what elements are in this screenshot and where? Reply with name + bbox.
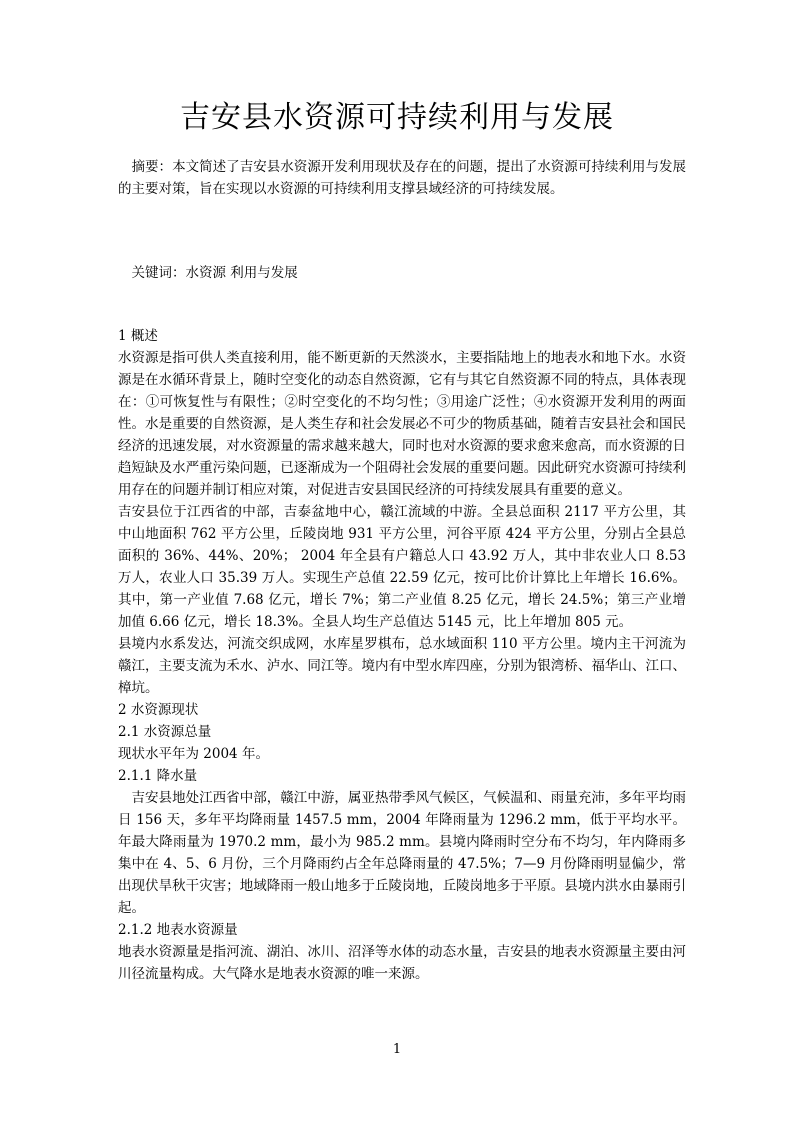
section-2-1-1-heading: 2.1.1 降水量 <box>118 768 198 784</box>
keywords-text: 关键词：水资源 利用与发展 <box>131 265 298 281</box>
section-2-1-1-paragraph: 吉安县地处江西省中部，赣江中游，属亚热带季风气候区，气候温和、雨量充沛，多年平均雨日 156 天，多年平均降雨量 1457.5 mm，2004 年降雨量为 1296.2 mm，低于平均水平。年最大降雨量为 1970.2 mm，最小为 985.2 mm。县境内降雨时空分布不均匀，年内降雨多集中在 4、5、6 月份，三个月降雨约占全年总降雨量的 47.5%；7—9 月份降雨明显偏少，常出现伏旱秋干灾害；地域降雨一般山地多于丘陵岗地，丘陵岗地多于平原。县境内洪水由暴雨引起。 <box>118 790 686 916</box>
section-1-heading: 1 概述 <box>118 328 158 344</box>
section-2-1-2-paragraph: 地表水资源量是指河流、湖泊、冰川、沼泽等水体的动态水量，吉安县的地表水资源量主要由河川径流量构成。大气降水是地表水资源的唯一来源。 <box>118 944 686 982</box>
section-1-paragraph-1: 水资源是指可供人类直接利用，能不断更新的天然淡水，主要指陆地上的地表水和地下水。水资源是在水循环背景上，随时空变化的动态自然资源，它有与其它自然资源不同的特点，具体表现在：①可恢复性与有限性；②时空变化的不均匀性；③用途广泛性；④水资源开发利用的两面性。水是重要的自然资源，是人类生存和社会发展必不可少的物质基础，随着吉安县社会和国民经济的迅速发展，对水资源量的需求越来越大，同时也对水资源的要求愈来愈高，而水资源的日趋短缺及水严重污染问题，已逐渐成为一个阻碍社会发展的重要问题。因此研究水资源可持续利用存在的问题并制订相应对策，对促进吉安县国民经济的可持续发展具有重要的意义。 <box>118 350 686 498</box>
section-2-1-heading: 2.1 水资源总量 <box>118 724 212 740</box>
body-text <box>118 325 686 985</box>
section-1-paragraph-3: 县境内水系发达，河流交织成网，水库星罗棋布，总水域面积 110 平方公里。境内主干河流为赣江，主要支流为禾水、泸水、同江等。境内有中型水库四座，分别为银湾桥、福华山、江口、樟坑。 <box>118 636 686 696</box>
section-2-1-paragraph: 现状水平年为 2004 年。 <box>118 746 269 762</box>
section-2-1-2-heading: 2.1.2 地表水资源量 <box>118 922 238 938</box>
section-2-heading: 2 水资源现状 <box>118 702 199 718</box>
abstract-text: 摘要：本文简述了吉安县水资源开发利用现状及存在的问题，提出了水资源可持续利用与发展的主要对策，旨在实现以水资源的可持续利用支撑县域经济的可持续发展。 <box>118 159 686 197</box>
abstract <box>118 156 686 200</box>
page-number: 1 <box>392 1042 402 1057</box>
section-1-paragraph-2: 吉安县位于江西省的中部，吉泰盆地中心，赣江流域的中游。全县总面积 2117 平方公里，其中山地面积 762 平方公里，丘陵岗地 931 平方公里，河谷平原 424 平方公里，分别占全县总面积的 36%、44%、20%； 2004 年全县有户籍总人口 43.92 万人，其中非农业人口 8.53 万人，农业人口 35.39 万人。实现生产总值 22.59 亿元，按可比价计算比上年增长 16.6%。其中，第一产业值 7.68 亿元，增长 7%；第二产业值 8.25 亿元，增长 24.5%；第三产业增加值 6.66 亿元，增长 18.3%。全县人均生产总值达 5145 元，比上年增加 805 元。 <box>118 504 686 630</box>
page-title: 吉安县水资源可持续利用与发展 <box>180 100 614 135</box>
keywords <box>118 262 686 284</box>
